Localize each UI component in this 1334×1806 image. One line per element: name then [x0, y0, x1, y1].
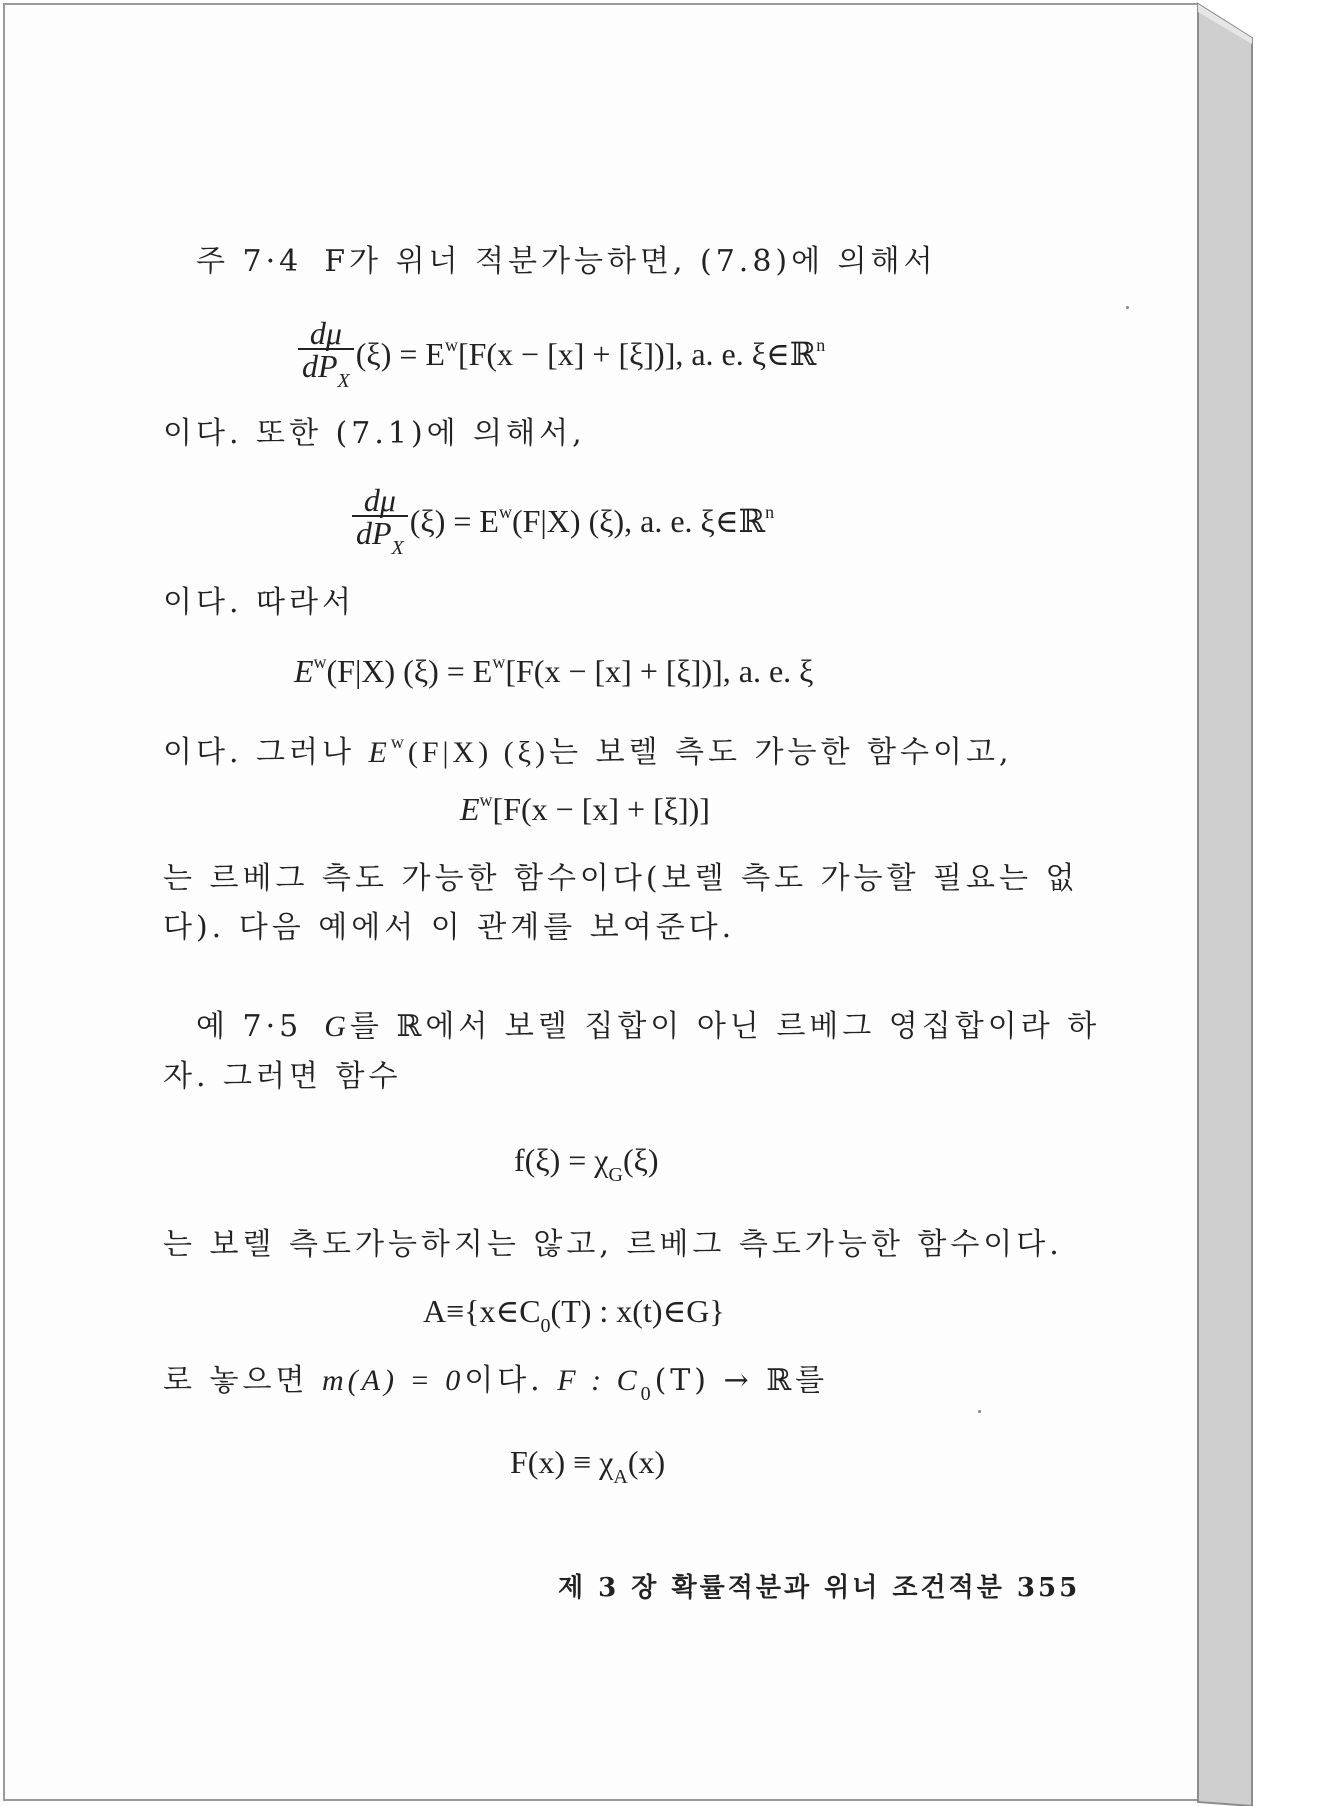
- scan-speck: [978, 1410, 981, 1413]
- line4b-f: F : C: [557, 1364, 641, 1397]
- eq7-b: (x): [627, 1444, 666, 1480]
- example-line2: 자. 그러면 함수: [163, 1059, 402, 1094]
- text-line-5: 는 르베그 측도 가능한 함수이다(보렐 측도 가능할 필요는 없: [163, 861, 1079, 896]
- text-line-6: 다). 다음 예에서 이 관계를 보여준다.: [163, 910, 736, 945]
- example-line4: [163, 1362, 828, 1413]
- line4-sup: w: [390, 732, 408, 752]
- eq1-rest: [F(x − [x] + [ξ])], a. e. ξ∈ℝ: [457, 335, 817, 372]
- eq3-mid: (F|X) (ξ) = E: [326, 653, 493, 689]
- text-line-2: 이다. 또한 (7.1)에 의해서,: [163, 416, 586, 451]
- eq2-n: n: [765, 501, 775, 522]
- eq1-sup: w: [444, 334, 458, 355]
- line4-lead: 이다. 그러나: [163, 735, 369, 770]
- eq7-a: F(x) ≡ χ: [510, 1444, 614, 1480]
- eq3-e1: E: [294, 653, 314, 689]
- example-line1: 를 ℝ에서 보렐 집합이 아닌 르베그 영집합이라 하: [349, 1009, 1101, 1044]
- line4b-lead: 로 놓으면: [163, 1363, 322, 1398]
- equation-6: [423, 1292, 725, 1338]
- eq5-sub: G: [608, 1164, 623, 1186]
- line4b-m: m(A) = 0: [322, 1364, 465, 1397]
- eq4-body: [F(x − [x] + [ξ])]: [492, 791, 710, 827]
- eq2-rest: (F|X) (ξ), a. e. ξ∈ℝ: [511, 502, 766, 539]
- example-line3: 는 보렐 측도가능하지는 않고, 르베그 측도가능한 함수이다.: [163, 1227, 1063, 1262]
- eq1-body: (ξ) = E: [355, 335, 445, 372]
- eq3-rest: [F(x − [x] + [ξ])], a. e. ξ: [505, 653, 814, 689]
- eq1-den-sub: X: [337, 370, 350, 392]
- eq5-a: f(ξ) = χ: [514, 1142, 609, 1178]
- eq2-numerator: dμ: [352, 485, 408, 517]
- equation-5: [514, 1142, 659, 1187]
- line4b-mid: 이다.: [464, 1363, 558, 1398]
- equation-1: [298, 315, 826, 397]
- line4b-sub: 0: [640, 1383, 655, 1405]
- remark-heading: [196, 243, 937, 281]
- eq4-e: E: [460, 791, 480, 827]
- line4-tail: 는 보렐 측도 가능한 함수이고,: [549, 735, 1013, 770]
- eq5-b: (ξ): [622, 1142, 659, 1178]
- eq3-sup1: w: [313, 652, 327, 672]
- eq2-sup: w: [498, 501, 512, 522]
- eq3-sup2: w: [492, 652, 506, 672]
- eq1-n: n: [816, 334, 826, 355]
- example-heading: [196, 1008, 1100, 1046]
- remark-label: 주 7·4: [196, 244, 303, 279]
- equation-3: [294, 652, 813, 690]
- text-line-4: [163, 723, 1013, 772]
- remark-intro: F가 위너 적분가능하면, (7.8)에 의해서: [324, 244, 937, 279]
- line4-expr: (F|X) (ξ): [407, 736, 550, 769]
- equation-2: [352, 482, 775, 564]
- page-footer: 제 3 장 확률적분과 위너 조건적분 355: [558, 1573, 1081, 1603]
- example-label: 예 7·5: [196, 1009, 303, 1044]
- eq7-sub: A: [613, 1466, 628, 1488]
- equation-4: [460, 790, 710, 828]
- eq2-body: (ξ) = E: [409, 502, 499, 539]
- text-line-3: 이다. 따라서: [163, 585, 355, 620]
- scan-speck: [1126, 306, 1129, 309]
- line4-e: E: [368, 736, 391, 769]
- eq2-denominator: dP: [356, 515, 392, 551]
- eq1-denominator: dP: [302, 348, 338, 384]
- line4b-tail: (T) → ℝ를: [654, 1363, 829, 1398]
- example-g: G: [324, 1010, 350, 1043]
- eq6-sub: 0: [540, 1315, 551, 1337]
- eq1-numerator: dμ: [298, 318, 354, 350]
- equation-7: [510, 1444, 665, 1489]
- eq4-sup: w: [479, 790, 493, 810]
- eq6-a: A≡{x∈C: [423, 1293, 541, 1329]
- eq6-b: (T) : x(t)∈G}: [550, 1293, 725, 1329]
- eq2-den-sub: X: [391, 537, 404, 559]
